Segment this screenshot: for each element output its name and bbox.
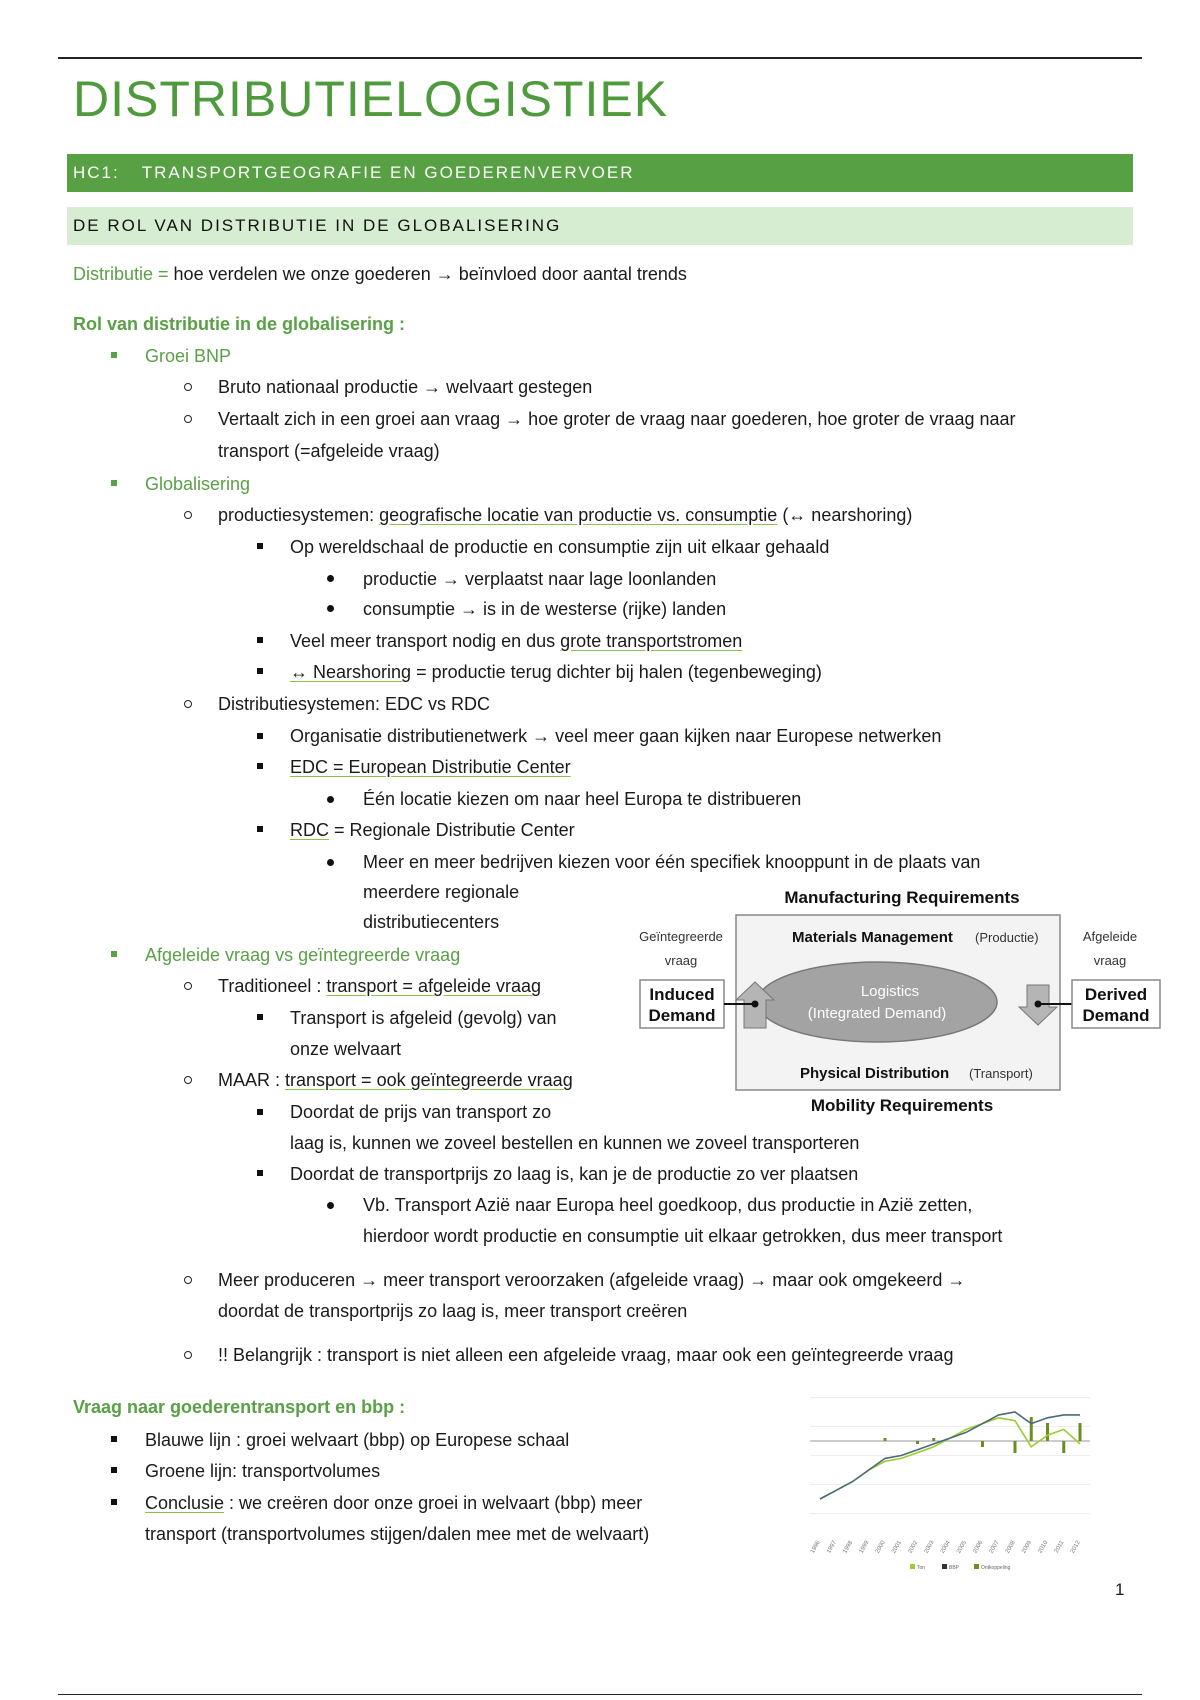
afg-t-s1b: onze welvaart (290, 1039, 402, 1059)
heading-1 (67, 154, 1133, 192)
x-tick-label: 2002 (907, 1540, 920, 1555)
chart-bars (884, 1417, 1082, 1453)
text: productiesystemen: (218, 505, 380, 525)
afg-m-s2a-1: Vb. Transport Azië naar Europa heel goedkoop, dus productie in Azië zetten, (363, 1195, 973, 1215)
legend-swatch (910, 1564, 915, 1569)
afg-belangrijk: !! Belangrijk : transport is niet alleen een afgeleide vraag, maar ook een geïntegreerde vraag (218, 1345, 954, 1365)
dist-s1: Organisatie distributienetwerk → veel meer gaan kijken naar Europese netwerken (290, 726, 942, 746)
bullet-square (111, 951, 117, 957)
text: (↔ nearshoring) (777, 505, 913, 525)
underlined-text: Conclusie (145, 1493, 225, 1513)
bnp-line-2b: transport (=afgeleide vraag) (218, 441, 440, 461)
x-tick-label: 1999 (858, 1540, 871, 1555)
freight-gdp-chart (775, 1368, 1115, 1573)
x-tick-label: 2008 (1004, 1540, 1017, 1555)
x-tick-label: 1997 (826, 1540, 838, 1555)
bullet-dot (327, 1202, 334, 1209)
bullet-square (111, 1467, 117, 1473)
sec2-b1: Blauwe lijn : groei welvaart (bbp) op Europese schaal (145, 1430, 570, 1450)
bullet-dot (327, 605, 334, 612)
bullet-circle (184, 1076, 192, 1084)
bullet-square (257, 668, 263, 674)
bullet-square (111, 352, 117, 358)
bullet-circle (184, 1276, 192, 1284)
text: Veel meer transport nodig en dus (290, 631, 561, 651)
bullet-square (257, 637, 263, 643)
diagram-physical: Physical Distribution (800, 1065, 950, 1082)
glob-s2 (290, 629, 742, 653)
afg-t-s1a: Transport is afgeleid (gevolg) van (290, 1008, 557, 1028)
heading-1-number: HC1: (73, 163, 120, 182)
afg-traditioneel (218, 974, 541, 998)
dist-rdc (290, 818, 575, 842)
diagram-physical-note: (Transport) (969, 1066, 1033, 1081)
legend-label: Ontkoppeling (981, 1565, 1011, 1571)
diagram-materials: Materials Management (792, 929, 953, 946)
bullet-square (257, 763, 263, 769)
label-globalisering: Globalisering (145, 474, 251, 494)
underlined-text: grote transportstromen (560, 631, 743, 651)
underlined-text: ↔ Nearshoring (290, 662, 412, 682)
x-tick-label: 2005 (956, 1540, 968, 1555)
bar-ontkoppeling (884, 1438, 887, 1441)
x-tick-label: 2011 (1053, 1540, 1066, 1555)
bar-ontkoppeling (981, 1441, 984, 1447)
diagram-left-box-1: Induced (649, 985, 715, 1004)
bullet-square (111, 1499, 117, 1505)
afg-mp-2: doordat de transportprijs zo laag is, meer transport creëren (218, 1301, 688, 1321)
bullet-square (111, 480, 117, 486)
sec2-b2: Groene lijn: transportvolumes (145, 1461, 381, 1481)
bar-ontkoppeling (1014, 1441, 1017, 1453)
dist-rdc-a3: distributiecenters (363, 912, 500, 932)
bnp-line-2a: Vertaalt zich in een groei aan vraag → hoe groter de vraag naar goederen, hoe groter de vraag naar (218, 409, 1016, 429)
bullet-square (257, 826, 263, 832)
x-tick-label: 2000 (874, 1540, 887, 1555)
sec2-b3a (145, 1491, 642, 1515)
x-tick-label: 2010 (1037, 1540, 1050, 1555)
label-afgeleide-vraag: Afgeleide vraag vs geïntegreerde vraag (145, 945, 461, 965)
glob-s3 (290, 660, 822, 684)
glob-s1a: productie → verplaatst naar lage loonlanden (363, 569, 717, 589)
diagram-right-box-2: Demand (1082, 1006, 1150, 1025)
bullet-circle (184, 982, 192, 990)
text: Traditioneel : (218, 976, 327, 996)
bullet-dot (327, 859, 334, 866)
x-tick-label: 2009 (1021, 1540, 1033, 1555)
bullet-square (257, 1170, 263, 1176)
bnp-line-1: Bruto nationaal productie → welvaart gestegen (218, 377, 593, 397)
underlined-text: EDC = European Distributie Center (290, 757, 571, 777)
diagram-center-2: (Integrated Demand) (807, 1005, 947, 1022)
afg-m-s2: Doordat de transportprijs zo laag is, kan je de productie zo ver plaatsen (290, 1164, 859, 1184)
bar-ontkoppeling (932, 1438, 935, 1441)
bullet-circle (184, 415, 192, 423)
chart-x-ticks (810, 1539, 1082, 1554)
text: : we creëren door onze groei in welvaart (bbp) meer (224, 1493, 643, 1513)
text: = productie terug dichter bij halen (tegenbeweging) (411, 662, 822, 682)
heading-2: DE ROL VAN DISTRIBUTIE IN DE GLOBALISERING (67, 207, 1133, 245)
bar-ontkoppeling (1079, 1423, 1082, 1441)
bullet-circle (184, 1351, 192, 1359)
diagram-center-1: Logistics (860, 983, 920, 1000)
dist-rdc-a1: Meer en meer bedrijven kiezen voor één specifiek knooppunt in de plaats van (363, 852, 981, 872)
text: = Regionale Distributie Center (329, 820, 575, 840)
sec2-b3b: transport (transportvolumes stijgen/dalen mee met de welvaart) (145, 1524, 650, 1544)
x-tick-label: 2007 (988, 1540, 1001, 1555)
document-title: DISTRIBUTIELOGISTIEK (73, 71, 669, 127)
page-number: 1 (1115, 1580, 1125, 1599)
afg-m-s1a: Doordat de prijs van transport zo (290, 1102, 552, 1122)
legend-label: Ton (917, 1565, 926, 1571)
underlined-text: transport = ook geïntegreerde vraag (285, 1070, 573, 1090)
x-tick-label: 2004 (939, 1540, 952, 1555)
bullet-circle (184, 511, 192, 519)
x-tick-label: 1996 (809, 1540, 822, 1555)
diagram-bottom-label: Mobility Requirements (810, 1096, 994, 1115)
diagram-top-label: Manufacturing Requirements (784, 888, 1020, 907)
legend-swatch (942, 1564, 947, 1569)
bottom-rule (58, 1694, 1142, 1695)
logistics-diagram (632, 885, 1167, 1117)
diagram-left-dot (752, 1001, 759, 1008)
diagram-logistics-ellipse (757, 962, 997, 1042)
diagram-right-box-1: Derived (1084, 985, 1148, 1004)
bullet-square (111, 1436, 117, 1442)
section-heading-rol: Rol van distributie in de globalisering : (73, 314, 406, 334)
diagram-right-note-1: Afgeleide (1082, 929, 1138, 944)
chart-grid (810, 1398, 1090, 1514)
label-groei-bnp: Groei BNP (145, 346, 232, 366)
afg-m-s1b: laag is, kunnen we zoveel bestellen en kunnen we zoveel transporteren (290, 1133, 860, 1153)
x-tick-label: 1998 (842, 1540, 855, 1555)
bar-ontkoppeling (1030, 1417, 1033, 1441)
dist-edc-a: Één locatie kiezen om naar heel Europa te distribueren (363, 789, 802, 809)
bullet-square (257, 733, 263, 739)
x-tick-label: 2012 (1069, 1540, 1082, 1555)
intro-text: hoe verdelen we onze goederen → beïnvloed door aantal trends (168, 264, 687, 284)
dist-edc (290, 755, 571, 779)
section-heading-vraag: Vraag naar goederentransport en bbp : (73, 1397, 406, 1417)
afg-mp-1: Meer produceren → meer transport veroorzaken (afgeleide vraag) → maar ook omgekeerd → (218, 1270, 966, 1290)
bar-ontkoppeling (1046, 1423, 1049, 1441)
glob-distributiesystemen: Distributiesystemen: EDC vs RDC (218, 694, 491, 714)
chart-legend (910, 1564, 1011, 1571)
glob-productiesystemen (218, 503, 912, 527)
glob-s1: Op wereldschaal de productie en consumptie zijn uit elkaar gehaald (290, 537, 830, 557)
heading-1-text: TRANSPORTGEOGRAFIE EN GOEDERENVERVOER (141, 163, 635, 182)
bullet-dot (327, 575, 334, 582)
series-line-ton (820, 1418, 1080, 1499)
afg-m-s2a-2: hierdoor wordt productie en consumptie uit elkaar getrokken, dus meer transport (363, 1226, 1003, 1246)
bullet-square (257, 543, 263, 549)
diagram-materials-note: (Productie) (975, 930, 1039, 945)
diagram-left-note-2: vraag (664, 953, 698, 968)
diagram-left-note-1: Geïntegreerde (639, 929, 723, 944)
diagram-left-box-2: Demand (648, 1006, 716, 1025)
underlined-text: geografische locatie van productie vs. consumptie (379, 505, 778, 525)
bullet-circle (184, 700, 192, 708)
bullet-circle (184, 383, 192, 391)
underlined-text: RDC (290, 820, 329, 840)
x-tick-label: 2006 (972, 1540, 985, 1555)
bullet-square (257, 1014, 263, 1020)
x-tick-label: 2003 (923, 1540, 936, 1555)
bar-ontkoppeling (916, 1441, 919, 1444)
bullet-dot (327, 796, 334, 803)
bullet-square (257, 1109, 263, 1115)
legend-swatch (974, 1564, 979, 1569)
glob-s1b: consumptie → is in de westerse (rijke) landen (363, 599, 727, 619)
top-rule (58, 57, 1142, 59)
underlined-text: transport = afgeleide vraag (326, 976, 542, 996)
text: MAAR : (218, 1070, 286, 1090)
intro-line (73, 262, 687, 286)
intro-term: Distributie = (73, 264, 169, 284)
dist-rdc-a2: meerdere regionale (363, 882, 520, 902)
x-tick-label: 2001 (891, 1540, 903, 1555)
bar-ontkoppeling (1062, 1441, 1065, 1453)
legend-label: BBP (949, 1565, 960, 1571)
afg-maar (218, 1068, 573, 1092)
diagram-right-note-2: vraag (1093, 953, 1127, 968)
diagram-right-dot (1035, 1001, 1042, 1008)
